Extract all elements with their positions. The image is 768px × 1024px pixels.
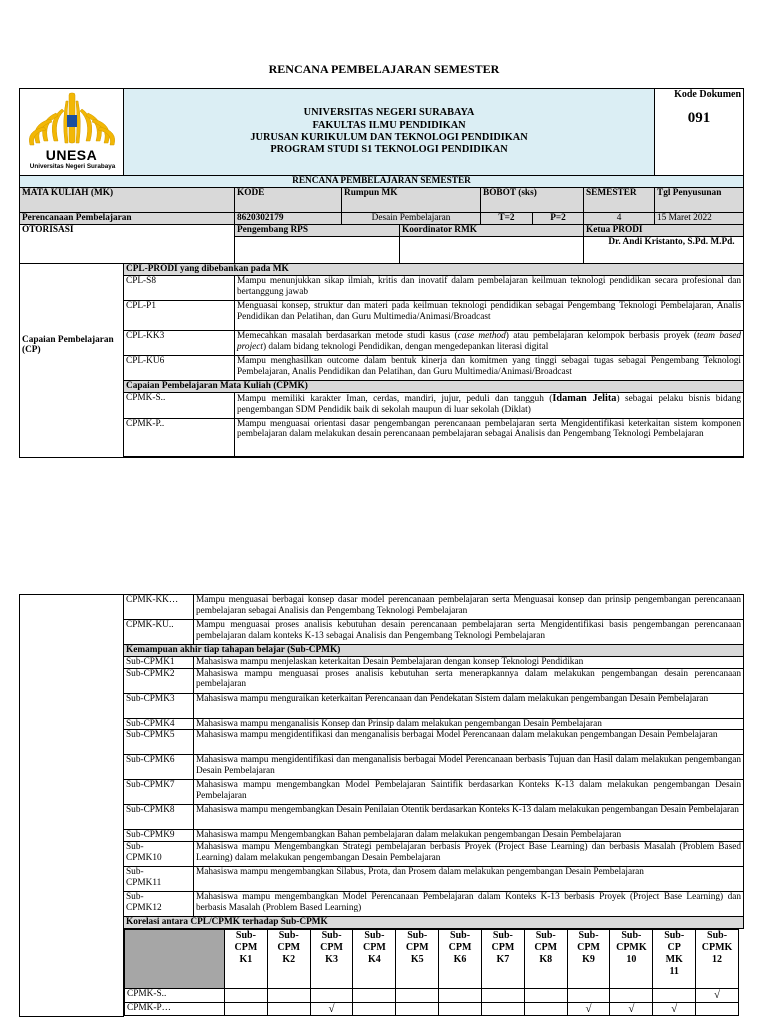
sub-cpmk-text: Mahasiswa mampu menguraikan keterkaitan Perencanaan dan Pendekatan Sistem dalam melakukan pengembangan Desain Pembelajaran bbox=[194, 693, 744, 718]
sub-cpmk-text: Mahasiswa mampu mengidentifikasi dan menganalisis berbagai Model Perencanaan berbasis Tujuan dan Hasil dalam melakukan pengembangan Desain Pembelajaran bbox=[194, 755, 744, 780]
label-mata-kuliah: MATA KULIAH (MK) bbox=[20, 188, 235, 213]
label-koordinator-rmk: Koordinator RMK bbox=[400, 225, 584, 237]
correlation-col-header: Sub- CPM K3 bbox=[310, 929, 353, 988]
correlation-check: √ bbox=[610, 1002, 653, 1016]
cpmk-text: Mampu memiliki karakter Iman, cerdas, mandiri, jujur, peduli dan tangguh (Idaman Jelita) sebagai pelaku bisnis bidang pengembangan SDM Pendidik baik di sekolah maupun di luar sekolah (Diklat) bbox=[235, 392, 744, 418]
logo-cell bbox=[20, 89, 124, 176]
cpmk-code: CPMK-S.. bbox=[124, 392, 235, 418]
correlation-col-header: Sub- CPM K1 bbox=[225, 929, 268, 988]
sub-cpmk-text: Mahasiswa mampu mengembangkan Silabus, Prota, dan Prosem dalam melakukan pengembangan Desain Pembelajaran bbox=[194, 867, 744, 892]
doc-code-cell bbox=[655, 89, 744, 176]
doc-code-label: Kode Dokumen bbox=[674, 89, 742, 100]
value-rumpun: Desain Pembelajaran bbox=[342, 213, 481, 225]
correlation-col-header: Sub- CPMK 12 bbox=[696, 929, 739, 988]
sub-cpmk-code: Sub- CPMK12 bbox=[124, 892, 194, 917]
value-ketua-prodi: Dr. Andi Kristanto, S.Pd. M.Pd. bbox=[584, 237, 744, 264]
logo-name: UNESA bbox=[45, 147, 98, 163]
correlation-check bbox=[310, 988, 353, 1002]
label-kode: KODE bbox=[235, 188, 342, 213]
value-semester: 4 bbox=[584, 213, 655, 225]
sub-cpmk-code: Sub-CPMK8 bbox=[124, 805, 194, 830]
correlation-col-header: Sub- CPM K7 bbox=[481, 929, 524, 988]
correlation-check bbox=[567, 988, 610, 1002]
institution-block bbox=[124, 89, 655, 176]
label-rumpun: Rumpun MK bbox=[342, 188, 481, 213]
label-bobot: BOBOT (sks) bbox=[481, 188, 584, 213]
correlation-check bbox=[653, 988, 696, 1002]
cpmk-text: Mampu menguasai orientasi dasar pengembangan perencanaan pembelajaran serta Mengidentifikasi keterkaitan sistem komponen pembelajaran dalam melakukan desain perencanaan pembelajaran sebagai Analisis dan Pengembang Teknologi Pembelajaran bbox=[235, 418, 744, 456]
sub-cpmk-text: Mahasiswa mampu menjelaskan keterkaitan Desain Pembelajaran dengan konsep Teknologi Pendidikan bbox=[194, 656, 744, 668]
cpmk-text: Mampu menguasai proses analisis kebutuhan desain perencanaan pembelajaran serta Mengidentifikasi basis pengembangan perencanaan pembelajaran dalam konteks K-13 sebagai Analisis dan Pengembang Teknologi Pembelajaran bbox=[194, 620, 744, 645]
sub-cpmk-code: Sub-CPMK9 bbox=[124, 830, 194, 842]
correlation-check: √ bbox=[653, 1002, 696, 1016]
sub-cpmk-code: Sub- CPMK11 bbox=[124, 867, 194, 892]
correlation-check bbox=[225, 988, 268, 1002]
unesa-emblem-icon bbox=[22, 91, 122, 149]
correlation-check bbox=[481, 988, 524, 1002]
sub-cpmk-text: Mahasiswa mampu mengidentifikasi dan menganalisis berbagai Model Perencanaan dalam melakukan pengembangan Desain Pembelajaran bbox=[194, 730, 744, 755]
cpl-text: Mampu menunjukkan sikap ilmiah, kritis dan inovatif dalam pembelajaran keilmuan teknologi pendidikan secara profesional dan bertanggung jawab bbox=[235, 275, 744, 300]
correlation-col-header: Sub- CPM K8 bbox=[524, 929, 567, 988]
value-pengembang-rps bbox=[235, 237, 400, 264]
correlation-check: √ bbox=[310, 1002, 353, 1016]
correlation-row-label: CPMK-P… bbox=[125, 1002, 225, 1016]
value-bobot-t: T=2 bbox=[481, 213, 533, 225]
sub-cpmk-code: Sub- CPMK10 bbox=[124, 842, 194, 867]
sub-cpmk-text: Mahasiswa mampu menganalisis Konsep dan Prinsip dalam melakukan pengembangan Desain Pembelajaran bbox=[194, 718, 744, 730]
label-ketua-prodi: Ketua PRODI bbox=[584, 225, 744, 237]
sub-cpmk-header: Kemampuan akhir tiap tahapan belajar (Sub-CPMK) bbox=[124, 645, 744, 657]
sub-cpmk-code: Sub-CPMK2 bbox=[124, 668, 194, 693]
correlation-col-header: Sub- CPM K2 bbox=[267, 929, 310, 988]
left-column bbox=[20, 595, 124, 1017]
correlation-check bbox=[225, 1002, 268, 1016]
cpl-code: CPL-KK3 bbox=[124, 330, 235, 355]
cpl-text: Memecahkan masalah berdasarkan metode studi kasus (case method) atau pembelajaran kelompok berbasis proyek (team based project) dalam bidang teknologi Pendidikan, dengan mengedepankan literasi digital bbox=[235, 330, 744, 355]
sub-cpmk-code: Sub-CPMK1 bbox=[124, 656, 194, 668]
faculty-name: FAKULTAS ILMU PENDIDIKAN bbox=[312, 119, 466, 131]
correlation-corner bbox=[125, 929, 225, 988]
correlation-col-header: Sub- CPM K5 bbox=[396, 929, 439, 988]
correlation-check bbox=[524, 988, 567, 1002]
correlation-check bbox=[439, 988, 482, 1002]
cpl-text: Mampu menghasilkan outcome dalam bentuk kinerja dan komitmen yang tinggi sebagai tugas sebagai Pengembang Teknologi Pembelajaran, Analis Pendidikan dan Pelatihan, dan Guru Multimedia/Animasi/Broadcast bbox=[235, 355, 744, 380]
value-mata-kuliah: Perencanaan Pembelajaran bbox=[20, 213, 235, 225]
correlation-check bbox=[696, 1002, 739, 1016]
correlation-check bbox=[481, 1002, 524, 1016]
cp-label: Capaian Pembelajaran (CP) bbox=[20, 264, 124, 458]
sub-cpmk-text: Mahasiswa mampu Mengembangkan Bahan pembelajaran dalam melakukan pengembangan Desain Pembelajaran bbox=[194, 830, 744, 842]
rps-banner: RENCANA PEMBELAJARAN SEMESTER bbox=[20, 176, 744, 188]
sub-cpmk-code: Sub-CPMK7 bbox=[124, 780, 194, 805]
cpmk-text: Mampu menguasai berbagai konsep dasar model perencanaan pembelajaran serta Menguasai konsep dan prinsip pengembangan perencanaan pembelajaran sebagai Analisis dan Pengembang Teknologi Pembelajaran bbox=[194, 595, 744, 620]
correlation-check: √ bbox=[567, 1002, 610, 1016]
sub-cpmk-code: Sub-CPMK5 bbox=[124, 730, 194, 755]
cpl-code: CPL-KU6 bbox=[124, 355, 235, 380]
label-semester: SEMESTER bbox=[584, 188, 655, 213]
correlation-check: √ bbox=[696, 988, 739, 1002]
logo-subtext: Universitas Negeri Surabaya bbox=[29, 163, 116, 170]
correlation-check bbox=[396, 988, 439, 1002]
correlation-check bbox=[353, 988, 396, 1002]
cpl-text: Menguasai konsep, struktur dan materi pada keilmuan teknologi pendidikan sebagai Pengembang Teknologi Pembelajaran, Analis Pendidikan dan Pelatihan, dan Guru Multimedia/Animasi/Broadcast bbox=[235, 300, 744, 330]
correlation-row-label: CPMK-S.. bbox=[125, 988, 225, 1002]
cpl-code: CPL-P1 bbox=[124, 300, 235, 330]
cpmk-code: CPMK-KK… bbox=[124, 595, 194, 620]
cpmk-code: CPMK-P.. bbox=[124, 418, 235, 456]
correlation-check bbox=[439, 1002, 482, 1016]
correlation-check bbox=[610, 988, 653, 1002]
cpmk-code: CPMK-KU.. bbox=[124, 620, 194, 645]
cpmk-header: Capaian Pembelajaran Mata Kuliah (CPMK) bbox=[124, 380, 744, 392]
correlation-col-header: Sub- CPM K6 bbox=[439, 929, 482, 988]
university-name: UNIVERSITAS NEGERI SURABAYA bbox=[303, 107, 475, 119]
cpl-code: CPL-S8 bbox=[124, 275, 235, 300]
correlation-col-header: Sub- CP MK 11 bbox=[653, 929, 696, 988]
value-koordinator-rmk bbox=[400, 237, 584, 264]
sub-cpmk-text: Mahasiswa mampu menguasai proses analisis kebutuhan serta menerapkannya dalam melakukan pengembangan desain perencanaan pembelajaran bbox=[194, 668, 744, 693]
label-pengembang-rps: Pengembang RPS bbox=[235, 225, 400, 237]
rps-header-table bbox=[19, 88, 744, 458]
correlation-table bbox=[124, 929, 739, 1017]
department-name: JURUSAN KURIKULUM DAN TEKNOLOGI PENDIDIKAN bbox=[250, 132, 528, 143]
sub-cpmk-text: Mahasiswa mampu mengembangkan Model Pembelajaran Saintifik berdasarkan Konteks K-13 dalam melakukan pengembangan Desain Pembelajaran bbox=[194, 780, 744, 805]
otorisasi-label: OTORISASI bbox=[20, 225, 235, 264]
correlation-check bbox=[353, 1002, 396, 1016]
correlation-col-header: Sub- CPMK 10 bbox=[610, 929, 653, 988]
sub-cpmk-table bbox=[19, 594, 744, 1017]
sub-cpmk-code: Sub-CPMK4 bbox=[124, 718, 194, 730]
doc-code-value: 091 bbox=[687, 109, 711, 126]
sub-cpmk-text: Mahasiswa mampu Mengembangkan Strategi pembelajaran berbasis Proyek (Project Base Learning) dan berbasis Masalah (Problem Based Learning) dalam melakukan pengembangan Desain Pembelajaran bbox=[194, 842, 744, 867]
value-tgl-penyusunan: 15 Maret 2022 bbox=[655, 213, 744, 225]
correlation-check bbox=[524, 1002, 567, 1016]
sub-cpmk-text: Mahasiswa mampu mengembangkan Model Perencanaan Pembelajaran dalam Konteks K-13 berbasis Proyek (Project Base Learning) dan berbasis Masalah (Problem Based Learning) bbox=[194, 892, 744, 917]
cpl-prodi-header: CPL-PRODI yang dibebankan pada MK bbox=[124, 264, 744, 276]
correlation-wrap bbox=[124, 928, 744, 1016]
unesa-logo bbox=[22, 91, 122, 173]
program-name: PROGRAM STUDI S1 TEKNOLOGI PENDIDIKAN bbox=[270, 144, 508, 156]
correlation-check bbox=[396, 1002, 439, 1016]
value-kode: 8620302179 bbox=[235, 213, 342, 225]
correlation-col-header: Sub- CPM K9 bbox=[567, 929, 610, 988]
sub-cpmk-code: Sub-CPMK3 bbox=[124, 693, 194, 718]
label-tgl-penyusunan: Tgl Penyusunan bbox=[655, 188, 744, 213]
correlation-check bbox=[267, 1002, 310, 1016]
document-title: RENCANA PEMBELAJARAN SEMESTER bbox=[268, 62, 500, 76]
value-bobot-p: P=2 bbox=[533, 213, 584, 225]
correlation-check bbox=[267, 988, 310, 1002]
correlation-col-header: Sub- CPM K4 bbox=[353, 929, 396, 988]
sub-cpmk-text: Mahasiswa mampu mengembangkan Desain Penilaian Otentik berdasarkan Konteks K-13 dalam melakukan pengembangan Desain Pembelajaran bbox=[194, 805, 744, 830]
correlation-header: Korelasi antara CPL/CPMK terhadap Sub-CPMK bbox=[124, 917, 744, 929]
sub-cpmk-code: Sub-CPMK6 bbox=[124, 755, 194, 780]
